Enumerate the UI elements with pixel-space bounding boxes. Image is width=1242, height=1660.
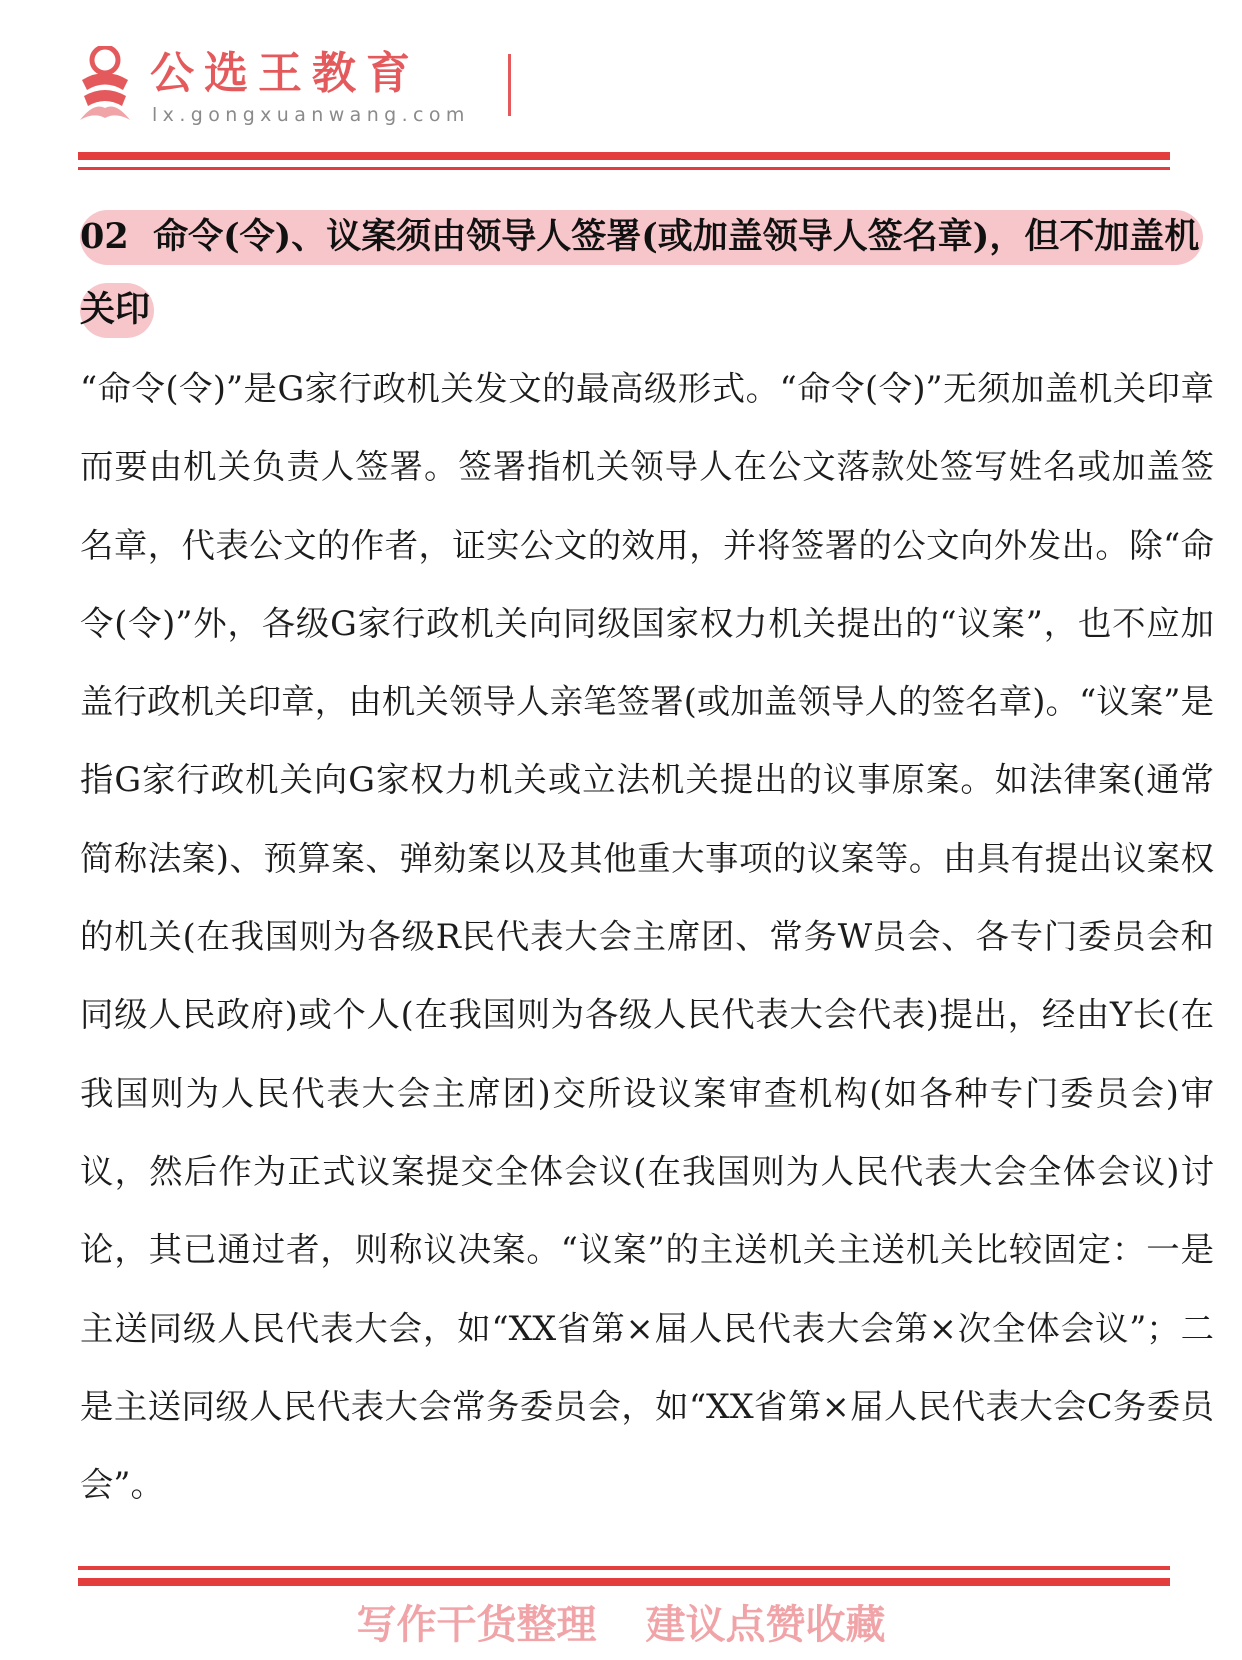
header-rule-thick <box>78 152 1170 160</box>
slogan-left: 写作干货整理 <box>356 1601 597 1648</box>
section-heading <box>80 200 1220 346</box>
brand-name: 公选王教育 <box>150 48 420 99</box>
footer-rule-thin <box>78 1566 1170 1570</box>
heading-number: 02 <box>80 216 129 257</box>
heading-highlight <box>80 210 1203 338</box>
heading-text: 命令(令)、议案须由领导人签署(或加盖领导人签名章)，但不加盖机关印 <box>80 216 1200 330</box>
body-paragraph: “命令(令)”是G家行政机关发文的最高级形式。“命令(令)”无须加盖机关印章而要由机关负责人签署。签署指机关领导人在公文落款处签写姓名或加盖签名章，代表公文的作者，证实公文的效用，并将签署的公文向外发出。除“命令(令)”外，各级G家行政机关向同级国家权力机关提出的“议案”，也不应加盖行政机关印章，由机关领导人亲笔签署(或加盖领导人的签名章)。“议案”是指G家行政机关向G家权力机关或立法机关提出的议事原案。如法律案(通常简称法案)、预算案、弹劾案以及其他重大事项的议案等。由具有提出议案权的机关(在我国则为各级R民代表大会主席团、常务W员会、各专门委员会和同级人民政府)或个人(在我国则为各级人民代表大会代表)提出，经由Y长(在我国则为人民代表大会主席团)交所设议案审查机构(如各种专门委员会)审议，然后作为正式议案提交全体会议(在我国则为人民代表大会全体会议)讨论，其已通过者，则称议决案。“议案”的主送机关主送机关比较固定：一是主送同级人民代表大会，如“XX省第×届人民代表大会第×次全体会议”；二是主送同级人民代表大会常务委员会，如“XX省第×届人民代表大会C务委员会”。 <box>80 369 1214 1505</box>
brand-url: lx.gongxuanwang.com <box>152 104 470 126</box>
footer-rule-thick <box>78 1578 1170 1586</box>
logo-divider <box>508 54 511 116</box>
footer-slogans <box>0 1600 1242 1650</box>
gongxuanwang-logo-icon <box>76 46 134 124</box>
header-rule-thin <box>78 167 1170 170</box>
slogan-right: 建议点赞收藏 <box>645 1601 886 1648</box>
